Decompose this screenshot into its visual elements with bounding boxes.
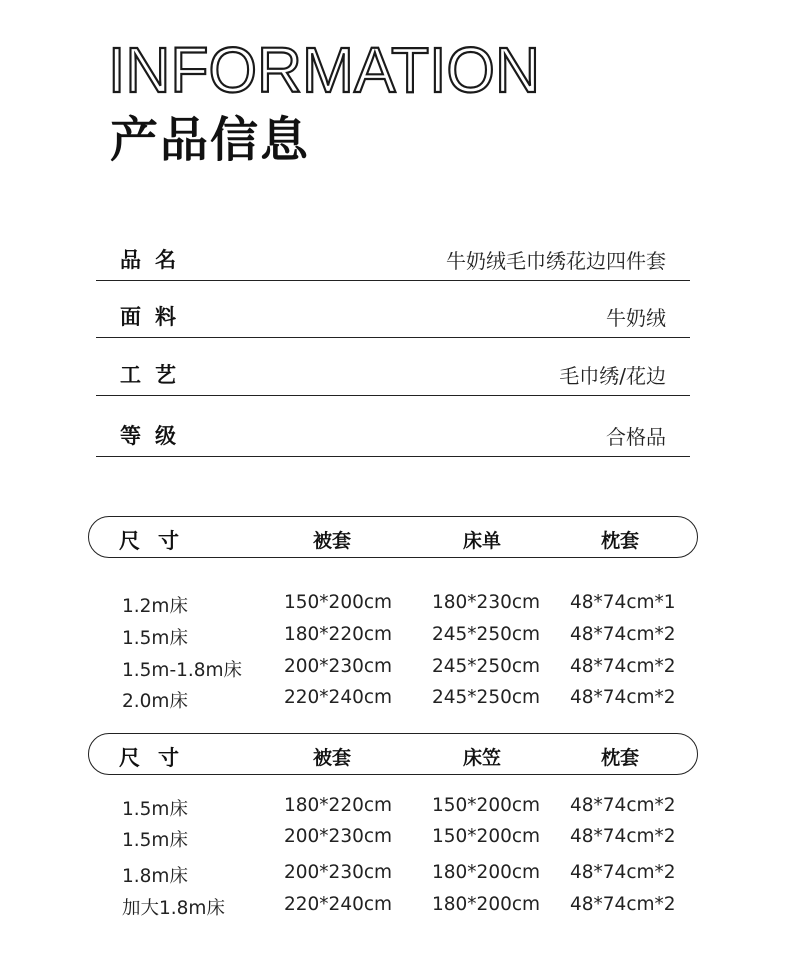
- header-sheet: 床单: [463, 530, 502, 552]
- cell-duvet: 180*220cm: [284, 795, 393, 816]
- info-value: 牛奶绒: [606, 306, 666, 330]
- table-row: [0, 862, 790, 892]
- info-value: 牛奶绒毛巾绣花边四件套: [446, 249, 666, 273]
- info-label: 面料: [120, 305, 190, 329]
- cell-sheet: 245*250cm: [432, 687, 541, 708]
- en-title: [108, 30, 548, 100]
- info-row-grade: [96, 416, 690, 457]
- cell-duvet: 200*230cm: [284, 862, 393, 883]
- info-label: 等级: [120, 424, 190, 448]
- cell-pillowcase: 48*74cm*2: [570, 687, 676, 708]
- table-row: [0, 826, 790, 856]
- cell-fitted-sheet: 150*200cm: [432, 826, 541, 847]
- cell-fitted-sheet: 180*200cm: [432, 894, 541, 915]
- table-row: [0, 592, 790, 622]
- table-row: [0, 687, 790, 717]
- cell-size: 1.5m床: [122, 628, 188, 649]
- cell-size: 1.5m床: [122, 830, 188, 851]
- header-duvet: 被套: [313, 747, 352, 769]
- table-row: [0, 656, 790, 686]
- cell-fitted-sheet: 150*200cm: [432, 795, 541, 816]
- en-title-text: INFORMATION: [108, 34, 540, 100]
- page-title: 产品信息: [110, 112, 311, 168]
- info-value: 毛巾绣/花边: [559, 364, 666, 388]
- info-row-craft: [96, 355, 690, 396]
- header-pillowcase: 枕套: [601, 747, 640, 769]
- info-row-name: [96, 240, 690, 281]
- cell-pillowcase: 48*74cm*2: [570, 656, 676, 677]
- cell-sheet: 180*230cm: [432, 592, 541, 613]
- header-fitted-sheet: 床笠: [463, 747, 502, 769]
- cell-duvet: 220*240cm: [284, 894, 393, 915]
- cell-pillowcase: 48*74cm*2: [570, 826, 676, 847]
- cell-duvet: 180*220cm: [284, 624, 393, 645]
- info-label: 品名: [120, 248, 190, 272]
- table-row: [0, 894, 790, 924]
- cell-sheet: 245*250cm: [432, 624, 541, 645]
- size-table-2-header: [88, 733, 698, 775]
- cell-pillowcase: 48*74cm*2: [570, 795, 676, 816]
- cell-fitted-sheet: 180*200cm: [432, 862, 541, 883]
- header-duvet: 被套: [313, 530, 352, 552]
- en-title-svg: [108, 30, 548, 100]
- table-row: [0, 624, 790, 654]
- cell-size: 1.5m床: [122, 799, 188, 820]
- cell-size: 1.5m-1.8m床: [122, 660, 243, 681]
- cell-size: 加大1.8m床: [122, 898, 225, 919]
- cell-duvet: 150*200cm: [284, 592, 393, 613]
- cell-pillowcase: 48*74cm*2: [570, 862, 676, 883]
- info-row-fabric: [96, 297, 690, 338]
- header-pillowcase: 枕套: [601, 530, 640, 552]
- info-value: 合格品: [606, 425, 666, 449]
- cell-size: 2.0m床: [122, 691, 188, 712]
- cell-pillowcase: 48*74cm*1: [570, 592, 676, 613]
- info-label: 工艺: [120, 363, 190, 387]
- cell-pillowcase: 48*74cm*2: [570, 624, 676, 645]
- size-table-1-header: [88, 516, 698, 558]
- cell-duvet: 200*230cm: [284, 826, 393, 847]
- header-size: 尺寸: [119, 529, 197, 553]
- cell-duvet: 200*230cm: [284, 656, 393, 677]
- cell-pillowcase: 48*74cm*2: [570, 894, 676, 915]
- cell-duvet: 220*240cm: [284, 687, 393, 708]
- table-row: [0, 795, 790, 825]
- header-size: 尺寸: [119, 746, 197, 770]
- cell-size: 1.8m床: [122, 866, 188, 887]
- cell-sheet: 245*250cm: [432, 656, 541, 677]
- cell-size: 1.2m床: [122, 596, 188, 617]
